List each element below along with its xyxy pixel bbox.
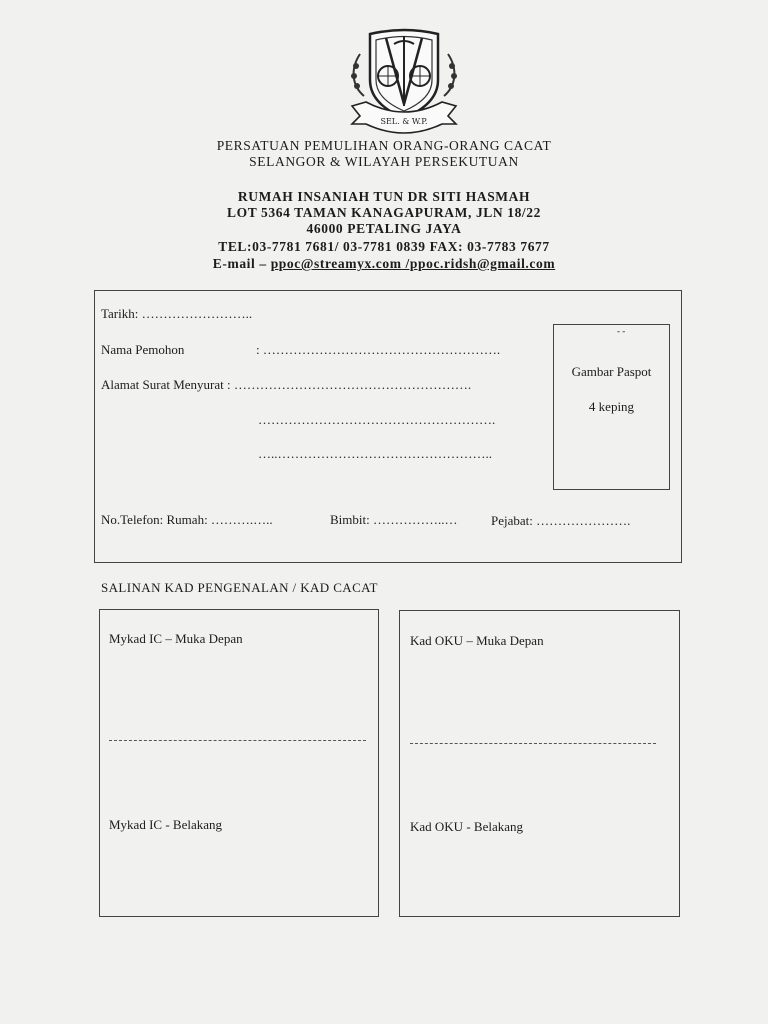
oku-back-label: Kad OKU - Belakang [410,819,523,834]
oku-divider [410,743,656,744]
email-prefix: E-mail – [212,256,271,271]
mykad-front-label: Mykad IC – Muka Depan [109,631,243,646]
photo-mark: - - [617,326,626,336]
email-links[interactable]: ppoc@streamyx.com /ppoc.ridsh@gmail.com [270,256,556,271]
ic-section-title: SALINAN KAD PENGENALAN / KAD CACAT [101,580,378,595]
alamat-line3[interactable]: …..………………………………………….. [258,446,492,461]
email-line [0,256,768,272]
photo-count: 4 keping [588,399,635,414]
alamat-field[interactable]: Alamat Surat Menyurat : ………………………………………………. [101,377,472,392]
nama-field[interactable]: : ………………………………………………. [256,342,501,357]
phone-rumah-field[interactable]: No.Telefon: Rumah: ……….….. [101,512,273,527]
phone-bimbit-field[interactable]: Bimbit: ……………..… [330,512,458,527]
alamat-line2[interactable]: ………………………………………………. [258,412,496,427]
mykad-divider [109,740,366,741]
mykad-back-label: Mykad IC - Belakang [109,817,223,832]
tel-fax-line: TEL:03-7781 7681/ 03-7781 0839 FAX: 03-7783 7677 [218,239,550,254]
oku-box [399,610,680,917]
home-name: RUMAH INSANIAH TUN DR SITI HASMAH [237,189,531,204]
nama-label: Nama Pemohon [101,342,185,357]
photo-title: Gambar Paspot [571,364,652,379]
phone-pejabat-field[interactable]: Pejabat: …………………. [491,513,631,528]
tarikh-field[interactable]: Tarikh: …………………….. [101,306,253,321]
crest-logo-icon [344,24,464,136]
address-line1: LOT 5364 TAMAN KANAGAPURAM, JLN 18/22 [227,205,541,220]
org-name-line1: PERSATUAN PEMULIHAN ORANG-ORANG CACAT [216,138,552,153]
crest-ribbon-text: SEL. & W.P. [380,117,428,126]
org-name-line2: SELANGOR & WILAYAH PERSEKUTUAN [249,154,519,169]
mykad-box [99,609,379,917]
oku-front-label: Kad OKU – Muka Depan [410,633,544,648]
address-line2: 46000 PETALING JAYA [306,221,462,236]
